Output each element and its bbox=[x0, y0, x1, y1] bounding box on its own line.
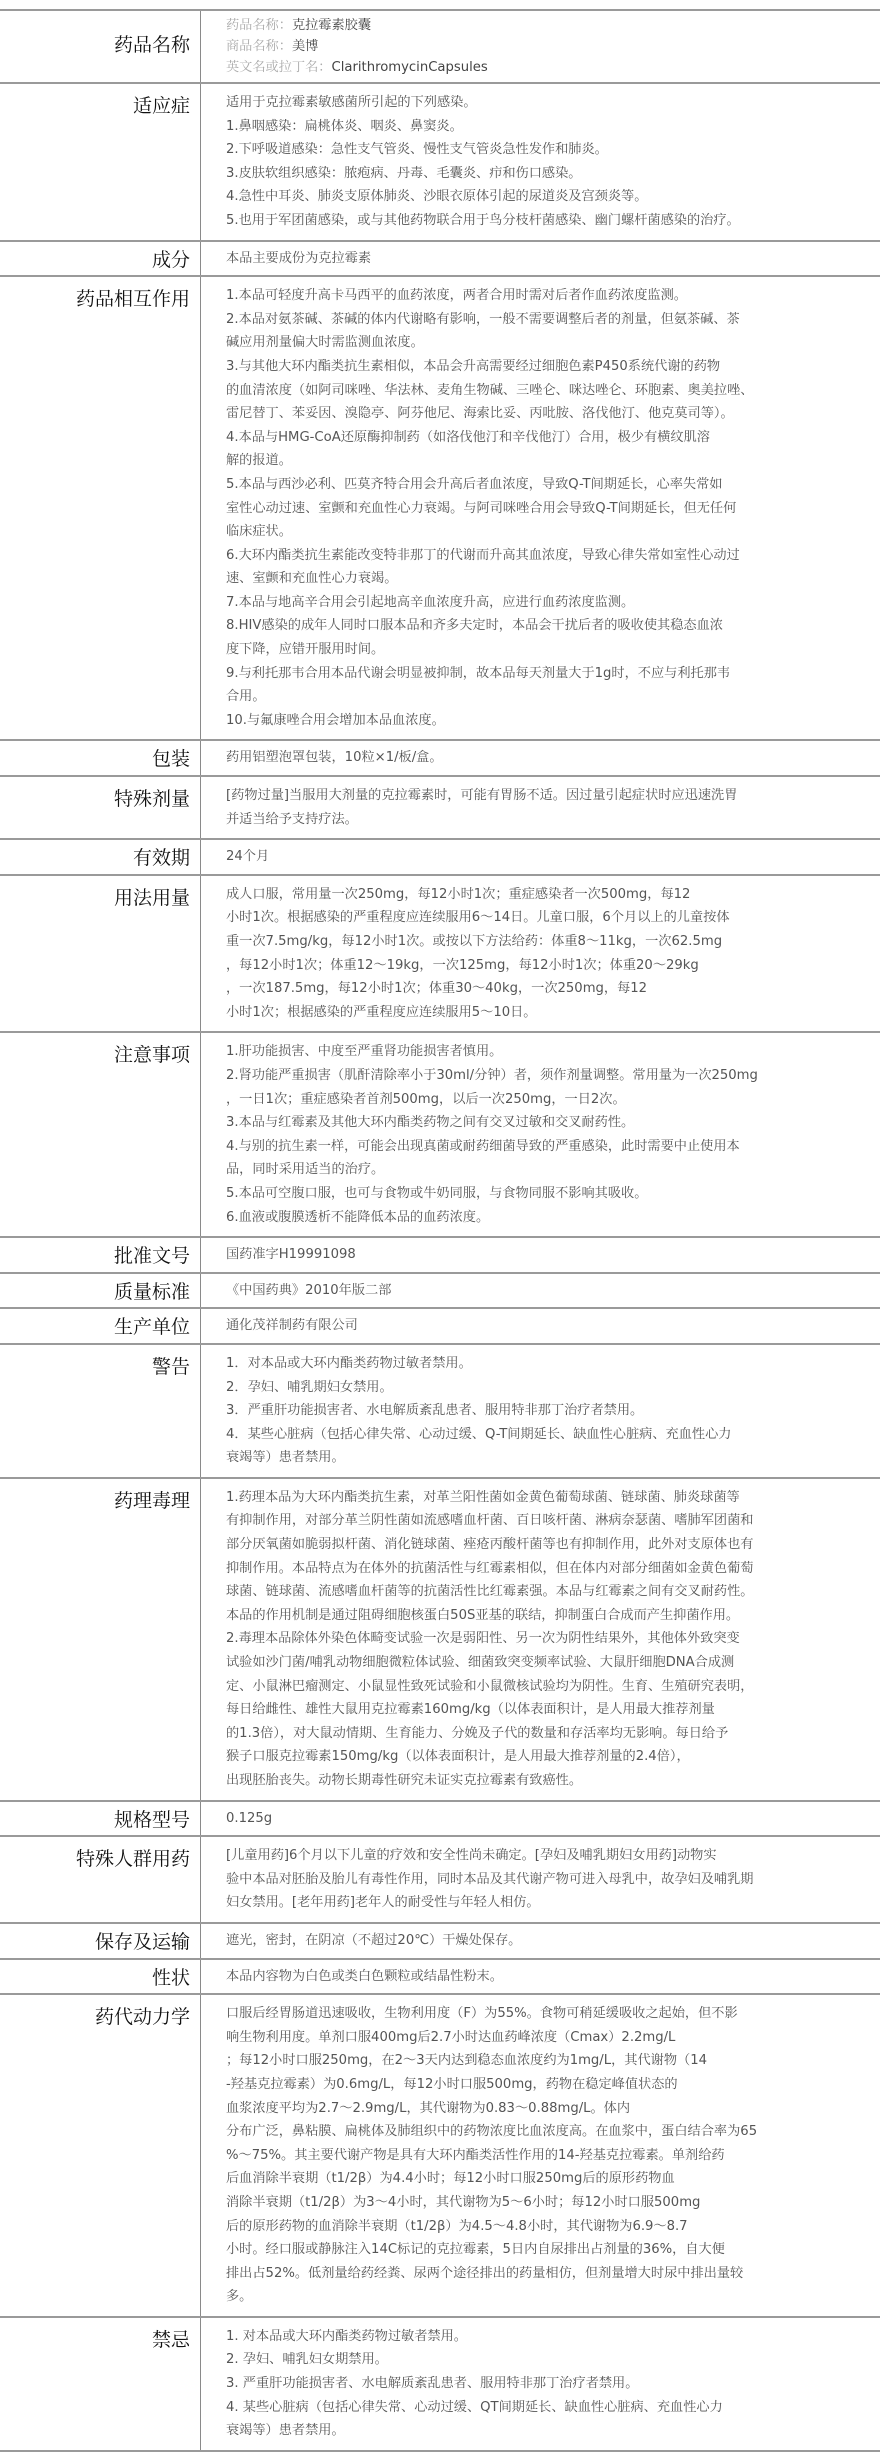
name-field bbox=[226, 15, 880, 36]
field-key: 药品名称： bbox=[226, 18, 292, 33]
text-line: 室性心动过速、室颤和充血性心力衰竭。与阿司咪唑合用会导致Q-T间期延长，但无任何 bbox=[226, 500, 737, 516]
row-value bbox=[201, 84, 880, 240]
text-line: 2.毒理本品除体外染色体畸变试验一次是弱阳性、另一次为阴性结果外，其他体外致突变 bbox=[226, 1631, 740, 1647]
row-value bbox=[201, 242, 880, 276]
table-row bbox=[0, 84, 880, 242]
table-row bbox=[0, 1238, 880, 1274]
text-line: 口服后经胃肠道迅速吸收，生物利用度（F）为55%。食物可稍延缓吸收之起始，但不影 bbox=[226, 2006, 738, 2022]
table-row bbox=[0, 242, 880, 278]
table-row bbox=[0, 277, 880, 741]
text-line: 本品主要成份为克拉霉素 bbox=[226, 250, 372, 266]
text-line: 本品内容物为白色或类白色颗粒或结晶性粉末。 bbox=[226, 1968, 503, 1984]
row-value bbox=[201, 1995, 880, 2316]
row-value bbox=[201, 1479, 880, 1800]
text-line: 24个月 bbox=[226, 849, 270, 865]
table-row bbox=[0, 1802, 880, 1838]
text-line: -羟基克拉霉素）为0.6mg/L，每12小时口服500mg，药物在稳定峰值状态的 bbox=[226, 2076, 678, 2092]
row-value bbox=[201, 1924, 880, 1958]
text-line: 药用铝塑泡罩包装，10粒×1/板/盒。 bbox=[226, 750, 443, 766]
text-line: ，一日1次；重症感染者首剂500mg，以后一次250mg，一日2次。 bbox=[226, 1091, 626, 1107]
text-line: 1.鼻咽感染：扁桃体炎、咽炎、鼻窦炎。 bbox=[226, 118, 463, 134]
text-line: 4.急性中耳炎、肺炎支原体肺炎、沙眼衣原体引起的尿道炎及宫颈炎等。 bbox=[226, 189, 648, 205]
text-line: 0.125g bbox=[226, 1810, 273, 1826]
text-line: 《中国药典》2010年版二部 bbox=[226, 1282, 392, 1298]
text-line: 适用于克拉霉素敏感菌所引起的下列感染。 bbox=[226, 95, 477, 110]
text-line: 8.HIV感染的成年人同时口服本品和齐多夫定时，本品会干扰后者的吸收使其稳态血浓 bbox=[226, 618, 723, 634]
text-line: 每日给雌性、雄性大鼠用克拉霉素160mg/kg（以体表面积计，是人用最大推荐剂量 bbox=[226, 1702, 715, 1718]
text-line: 有抑制作用，对部分革兰阴性菌如流感嗜血杆菌、百日咳杆菌、淋病奈瑟菌、嗜肺军团菌和 bbox=[226, 1513, 754, 1529]
name-field bbox=[226, 57, 880, 78]
row-label: 药品名称 bbox=[0, 11, 201, 82]
row-label: 批准文号 bbox=[0, 1238, 201, 1272]
text-line: 合用。 bbox=[226, 689, 266, 705]
field-value: 克拉霉素胶囊 bbox=[291, 18, 372, 33]
field-key: 英文名或拉丁名： bbox=[226, 60, 332, 75]
text-line: 部分厌氧菌如脆弱拟杆菌、消化链球菌、痤疮丙酸杆菌等也有抑制作用，此外对支原体也有 bbox=[226, 1537, 754, 1553]
row-label: 特殊剂量 bbox=[0, 777, 201, 838]
field-value: 美博 bbox=[291, 39, 319, 54]
text-line: 度下降，应错开服用时间。 bbox=[226, 642, 385, 658]
text-line: 1．对本品或大环内酯类药物过敏者禁用。 bbox=[226, 1355, 472, 1371]
text-line: 衰竭等）患者禁用。 bbox=[226, 1450, 345, 1466]
row-label: 注意事项 bbox=[0, 1033, 201, 1236]
field-key: 商品名称： bbox=[226, 39, 292, 54]
text-line: 遮光，密封，在阴凉（不超过20℃）干燥处保存。 bbox=[226, 1932, 522, 1948]
text-line: 小时1次；根据感染的严重程度应连续服用5～10日。 bbox=[226, 1004, 537, 1020]
text-line: 试验如沙门菌/哺乳动物细胞微粒体试验、细菌致突变频率试验、大鼠肝细胞DNA合成测 bbox=[226, 1655, 735, 1671]
text-line: 消除半衰期（t1/2β）为3～4小时，其代谢物为5～6小时；每12小时口服500mg bbox=[226, 2194, 701, 2210]
text-line: 2.肾功能严重损害（肌酐清除率小于30ml/分钟）者，须作剂量调整。常用量为一次250mg bbox=[226, 1067, 758, 1083]
text-line: 3.与其他大环内酯类抗生素相似，本品会升高需要经过细胞色素P450系统代谢的药物 bbox=[226, 358, 721, 374]
text-line: 并适当给予支持疗法。 bbox=[226, 811, 358, 827]
text-line: 后的原形药物的血消除半衰期（t1/2β）为4.5～4.8小时，其代谢物为6.9～8.7 bbox=[226, 2218, 688, 2234]
name-field bbox=[226, 36, 880, 57]
text-line: 7.本品与地高辛合用会引起地高辛血浓度升高，应进行血药浓度监测。 bbox=[226, 594, 635, 610]
row-label: 包装 bbox=[0, 741, 201, 775]
table-row bbox=[0, 777, 880, 840]
text-line: 5.本品可空腹口服，也可与食物或牛奶同服，与食物同服不影响其吸收。 bbox=[226, 1185, 648, 1201]
row-value bbox=[201, 1837, 880, 1922]
table-row bbox=[0, 1274, 880, 1310]
row-label: 药品相互作用 bbox=[0, 277, 201, 739]
text-line: 分布广泛，鼻粘膜、扁桃体及肺组织中的药物浓度比血浓度高。在血浆中，蛋白结合率为65 bbox=[226, 2124, 758, 2140]
row-label: 规格型号 bbox=[0, 1802, 201, 1836]
text-line: 的血清浓度（如阿司咪唑、华法林、麦角生物碱、三唑仑、咪达唑仑、环胞素、奥美拉唑、 bbox=[226, 382, 754, 398]
table-row bbox=[0, 1309, 880, 1345]
text-line: 验中本品对胚胎及胎儿有毒性作用，同时本品及其代谢产物可进入母乳中，故孕妇及哺乳期 bbox=[226, 1871, 754, 1887]
text-line: 本品的作用机制是通过阻碍细胞核蛋白50S亚基的联结，抑制蛋白合成而产生抑菌作用。 bbox=[226, 1607, 740, 1623]
text-line: 成人口服，常用量一次250mg，每12小时1次；重症感染者一次500mg，每12 bbox=[226, 886, 691, 902]
row-value bbox=[201, 741, 880, 775]
table-row bbox=[0, 1479, 880, 1802]
row-value bbox=[201, 1274, 880, 1308]
table-row bbox=[0, 1033, 880, 1238]
row-value bbox=[201, 1802, 880, 1836]
table-row bbox=[0, 1345, 880, 1479]
text-line: 3.皮肤软组织感染：脓疱病、丹毒、毛囊炎、疖和伤口感染。 bbox=[226, 165, 582, 181]
row-label: 禁忌 bbox=[0, 2318, 201, 2450]
text-line: 速、室颤和充血性心力衰竭。 bbox=[226, 571, 398, 587]
table-row bbox=[0, 1960, 880, 1996]
text-line: %～75%。其主要代谢产物是具有大环内酯类活性作用的14-羟基克拉霉素。单剂给药 bbox=[226, 2147, 725, 2163]
text-line: 响生物利用度。单剂口服400mg后2.7小时达血药峰浓度（Cmax）2.2mg/L bbox=[226, 2029, 676, 2045]
row-value bbox=[201, 1033, 880, 1236]
text-line: 碱应用剂量偏大时需监测血浓度。 bbox=[226, 335, 424, 351]
row-value bbox=[201, 11, 880, 82]
text-line: 3.本品与红霉素及其他大环内酯类药物之间有交叉过敏和交叉耐药性。 bbox=[226, 1115, 635, 1131]
text-line: 3．严重肝功能损害者、水电解质紊乱患者、服用特非那丁治疗者禁用。 bbox=[226, 1403, 644, 1419]
row-value bbox=[201, 777, 880, 838]
text-line: 猴子口服克拉霉素150mg/kg（以体表面积计，是人用最大推荐剂量的2.4倍）， bbox=[226, 1749, 690, 1765]
text-line: ；每12小时口服250mg，在2～3天内达到稳态血浓度约为1mg/L，其代谢物（14 bbox=[226, 2053, 708, 2069]
text-line: 6.血液或腹膜透析不能降低本品的血药浓度。 bbox=[226, 1209, 490, 1225]
text-line: 多。 bbox=[226, 2289, 253, 2305]
text-line: 定、小鼠淋巴瘤测定、小鼠显性致死试验和小鼠微核试验均为阴性。生育、生殖研究表明， bbox=[226, 1678, 754, 1694]
row-label: 生产单位 bbox=[0, 1309, 201, 1343]
text-line: [儿童用药]6个月以下儿童的疗效和安全性尚未确定。[孕妇及哺乳期妇女用药]动物实 bbox=[226, 1848, 717, 1864]
text-line: ，每12小时1次；体重12～19kg，一次125mg，每12小时1次；体重20～29kg bbox=[226, 957, 699, 973]
row-value bbox=[201, 876, 880, 1032]
text-line: 6.大环内酯类抗生素能改变特非那丁的代谢而升高其血浓度，导致心律失常如室性心动过 bbox=[226, 547, 740, 563]
text-line: 5.本品与西沙必利、匹莫齐特合用会升高后者血浓度，导致Q-T间期延长，心率失常如 bbox=[226, 476, 723, 492]
text-line: 2.下呼吸道感染：急性支气管炎、慢性支气管炎急性发作和肺炎。 bbox=[226, 142, 608, 158]
text-line: 4.与别的抗生素一样，可能会出现真菌或耐药细菌导致的严重感染，此时需要中止使用本 bbox=[226, 1138, 740, 1154]
field-value: ClarithromycinCapsules bbox=[331, 60, 488, 75]
row-value bbox=[201, 2318, 880, 2450]
text-line: 血浆浓度平均为2.7～2.9mg/L，其代谢物为0.83～0.88mg/L。体内 bbox=[226, 2100, 631, 2116]
drug-info-table bbox=[0, 9, 880, 2452]
text-line: 临床症状。 bbox=[226, 524, 292, 540]
row-label: 警告 bbox=[0, 1345, 201, 1477]
text-line: 雷尼替丁、苯妥因、溴隐亭、阿芬他尼、海索比妥、丙吡胺、洛伐他汀、他克莫司等）。 bbox=[226, 406, 734, 422]
text-line: 排出占52%。低剂量给药经粪、尿两个途径排出的药量相仿，但剂量增大时尿中排出量较 bbox=[226, 2265, 744, 2281]
table-row bbox=[0, 840, 880, 876]
row-value bbox=[201, 1238, 880, 1272]
text-line: 5.也用于军团菌感染，或与其他药物联合用于鸟分枝杆菌感染、幽门螺杆菌感染的治疗。 bbox=[226, 212, 740, 228]
text-line: 出现胚胎丧失。动物长期毒性研究未证实克拉霉素有致癌性。 bbox=[226, 1773, 583, 1788]
row-value bbox=[201, 1960, 880, 1994]
table-row bbox=[0, 2318, 880, 2452]
row-label: 特殊人群用药 bbox=[0, 1837, 201, 1922]
text-line: 后血消除半衰期（t1/2β）为4.4小时；每12小时口服250mg后的原形药物血 bbox=[226, 2171, 675, 2187]
row-label: 药理毒理 bbox=[0, 1479, 201, 1800]
text-line: 2. 孕妇、哺乳妇女期禁用。 bbox=[226, 2352, 388, 2368]
text-line: 4. 某些心脏病（包括心律失常、心动过缓、QT间期延长、缺血性心脏病、充血性心力 bbox=[226, 2399, 723, 2415]
table-row bbox=[0, 876, 880, 1034]
text-line: 重一次7.5mg/kg，每12小时1次。或按以下方法给药：体重8～11kg，一次62.5mg bbox=[226, 934, 723, 949]
table-row bbox=[0, 1924, 880, 1960]
text-line: 小时1次。根据感染的严重程度应连续服用6～14日。儿童口服，6个月以上的儿童按体 bbox=[226, 910, 730, 926]
row-label: 有效期 bbox=[0, 840, 201, 874]
row-label: 药代动力学 bbox=[0, 1995, 201, 2316]
text-line: 1.药理本品为大环内酯类抗生素，对革兰阳性菌如金黄色葡萄球菌、链球菌、肺炎球菌等 bbox=[226, 1489, 740, 1505]
text-line: 4.本品与HMG-CoA还原酶抑制药（如洛伐他汀和辛伐他汀）合用，极少有横纹肌溶 bbox=[226, 429, 710, 445]
row-label: 适应症 bbox=[0, 84, 201, 240]
row-label: 成分 bbox=[0, 242, 201, 276]
text-line: 3. 严重肝功能损害者、水电解质紊乱患者、服用特非那丁治疗者禁用。 bbox=[226, 2376, 639, 2392]
row-drug-name bbox=[0, 11, 880, 84]
row-value bbox=[201, 1309, 880, 1343]
text-line: 小时。经口服或静脉注入14C标记的克拉霉素，5日内自尿排出占剂量的36%，自大便 bbox=[226, 2242, 725, 2258]
text-line: 1. 对本品或大环内酯类药物过敏者禁用。 bbox=[226, 2328, 467, 2344]
text-line: 1.肝功能损害、中度至严重肾功能损害者慎用。 bbox=[226, 1044, 503, 1060]
row-value bbox=[201, 1345, 880, 1477]
text-line: 通化茂祥制药有限公司 bbox=[226, 1318, 358, 1334]
row-value bbox=[201, 277, 880, 739]
text-line: ，一次187.5mg，每12小时1次；体重30～40kg，一次250mg，每12 bbox=[226, 981, 648, 997]
table-row bbox=[0, 1995, 880, 2318]
text-line: 球菌、链球菌、流感嗜血杆菌等的抗菌活性比红霉素强。本品与红霉素之间有交叉耐药性。 bbox=[226, 1584, 754, 1600]
row-label: 用法用量 bbox=[0, 876, 201, 1032]
text-line: 1.本品可轻度升高卡马西平的血药浓度，两者合用时需对后者作血药浓度监测。 bbox=[226, 288, 687, 304]
text-line: 妇女禁用。[老年用药]老年人的耐受性与年轻人相仿。 bbox=[226, 1895, 540, 1911]
row-label: 质量标准 bbox=[0, 1274, 201, 1308]
row-label: 保存及运输 bbox=[0, 1924, 201, 1958]
text-line: 衰竭等）患者禁用。 bbox=[226, 2423, 345, 2439]
text-line: 9.与利托那韦合用本品代谢会明显被抑制，故本品每天剂量大于1g时，不应与利托那韦 bbox=[226, 665, 731, 681]
text-line: [药物过量]当服用大剂量的克拉霉素时，可能有胃肠不适。因过量引起症状时应迅速洗胃 bbox=[226, 788, 738, 804]
table-row bbox=[0, 1837, 880, 1924]
table-row bbox=[0, 741, 880, 777]
text-line: 品，同时采用适当的治疗。 bbox=[226, 1162, 385, 1178]
text-line: 10.与氟康唑合用会增加本品血浓度。 bbox=[226, 712, 445, 728]
row-value bbox=[201, 840, 880, 874]
text-line: 2.本品对氨茶碱、茶碱的体内代谢略有影响，一般不需要调整后者的剂量，但氨茶碱、茶 bbox=[226, 311, 740, 327]
text-line: 解的报道。 bbox=[226, 453, 292, 469]
text-line: 4．某些心脏病（包括心律失常、心动过缓、Q-T间期延长、缺血性心脏病、充血性心力 bbox=[226, 1426, 732, 1442]
text-line: 抑制作用。本品特点为在体外的抗菌活性与红霉素相似，但在体内对部分细菌如金黄色葡萄 bbox=[226, 1560, 754, 1576]
text-line: 国药准字H19991098 bbox=[226, 1247, 356, 1263]
text-line: 2．孕妇、哺乳期妇女禁用。 bbox=[226, 1379, 393, 1395]
text-line: 的1.3倍），对大鼠动情期、生育能力、分娩及子代的数量和存活率均无影响。每日给予 bbox=[226, 1725, 729, 1741]
row-label: 性状 bbox=[0, 1960, 201, 1994]
